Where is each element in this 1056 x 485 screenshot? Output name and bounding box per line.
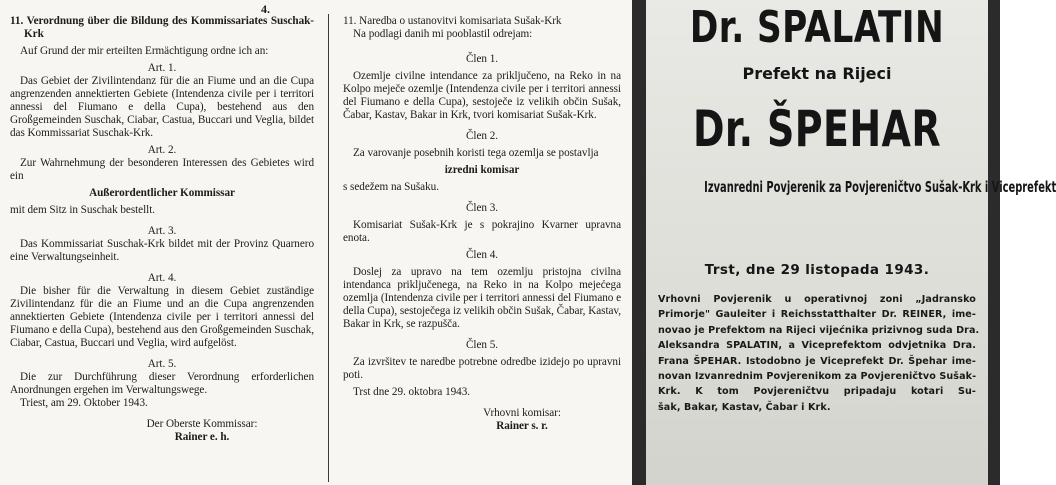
german-art5-title: Art. 5. (147, 358, 177, 370)
german-intro: Auf Grund der mir erteilten Ermächtigung ordne ich an: (20, 45, 269, 57)
poster-role-commissioner: Izvanredni Povjerenik za Povjereničtvo Sušak-Krk i Viceprefekt (704, 178, 1056, 196)
slovene-art5-text: Za izvršitev te naredbe potrebne odredbe izidejo po upravni poti. (343, 356, 621, 381)
slovene-art3-text: Komisariat Sušak-Krk je s pokrajino Kvarner upravna enota. (343, 219, 621, 244)
german-signer-title: Der Oberste Kommissar: (146, 418, 258, 430)
german-art2-office: Außerordentlicher Kommissar (89, 187, 235, 199)
slovene-art3-title: Člen 3. (466, 202, 498, 214)
german-art4-text: Die bisher für die Verwaltung in diesem Gebiet zuständige Zivilintendanz für die an Fiume und an die Cupa angrenzenden annektierten Gebiete (Intendenza civile per i territori annessi del Fiumano e della Cupa), bestehend aus den Großgemeinden Suschak, Ciabar, Castua, Buccari und Veglia, wird aufgelöst. (10, 285, 314, 349)
slovene-art2-title: Člen 2. (466, 130, 498, 142)
german-art2-text: Zur Wahrnehmung der besonderen Interessen des Gebietes wird ein (10, 157, 314, 182)
slovene-art2-tail: s sedežem na Sušaku. (343, 181, 439, 193)
slovene-art4-title: Člen 4. (466, 249, 498, 261)
german-art3-title: Art. 3. (147, 225, 177, 237)
proclamation-poster (632, 0, 1056, 485)
slovene-art2-text: Za varovanje posebnih koristi tega ozemlja se postavlja (353, 147, 599, 159)
poster-body-line: šak, Bakar, Kastav, Čabar i Krk. (658, 401, 831, 413)
slovene-column (343, 15, 621, 433)
poster-body-line: Aleksandra SPALATIN, a Viceprefektom odvjetnika Dra. (658, 340, 976, 352)
german-place-date: Triest, am 29. Oktober 1943. (20, 397, 148, 409)
slovene-signer-title: Vrhovni komisar: (483, 407, 561, 419)
slovene-intro: Na podlagi danih mi pooblastil odrejam: (353, 28, 533, 40)
german-signer-name: Rainer e. h. (174, 431, 230, 443)
slovene-place-date: Trst dne 29. oktobra 1943. (353, 386, 470, 398)
slovene-art5-title: Člen 5. (466, 339, 498, 351)
poster-body-line: Frana ŠPEHAR. Istodobno je Viceprefekt Dr. Špehar ime- (658, 355, 976, 367)
german-art4-title: Art. 4. (147, 272, 177, 284)
slovene-art2-office: izredni komisar (444, 164, 520, 176)
poster-body-line: Krk. K tom Povjereničtvu pripadaju kotari Su- (658, 386, 976, 398)
poster-date: Trst, dne 29 listopada 1943. (704, 262, 930, 278)
poster-paper (646, 0, 1056, 485)
poster-body-line: novao je Prefektom na Rijeci vijećnika prizivnog suda Dra. (658, 324, 980, 336)
poster-name-spehar: Dr. ŠPEHAR (693, 100, 941, 158)
poster-body-line: novan Izvanrednim Povjerenikom za Povjereničtvo Sušak- (658, 371, 977, 383)
column-divider (328, 14, 329, 482)
slovene-signer-name: Rainer s. r. (496, 420, 548, 432)
poster-role-prefect: Prefekt na Rijeci (742, 64, 892, 83)
poster-name-spalatin: Dr. SPALATIN (689, 2, 945, 53)
slovene-heading: 11. Naredba o ustanovitvi komisariata Sušak-Krk (343, 15, 562, 27)
german-art3-text: Das Kommissariat Suschak-Krk bildet mit der Provinz Quarnero eine Verwaltungseinheit. (10, 238, 314, 263)
german-art1-text: Das Gebiet der Zivilintendanz für die an Fiume und an die Cupa angrenzenden annektierten Gebiete (Intendenza civile per i territori annessi del Fiumano e della Cupa), bestehend aus den Großgemeinden Suschak, Ciabar, Castua, Buccari und Veglia, bildet das Kommissariat Suschak-Krk. (10, 75, 314, 139)
slovene-art1-title: Člen 1. (466, 53, 498, 65)
page-number: 4. (261, 2, 270, 16)
slovene-art4-text: Doslej za upravo na tem ozemlju pristojna civilna intendanca priključenega, na Reko in na Kolpo mejećega ozemlja (Intendenza civile per i territori annessi del Fiumano e della Cupa), sestoječega iz velikih občin Sušak, Čabar, Kastav, Bakar in Krk, se razpušča. (343, 266, 621, 330)
german-art1-title: Art. 1. (147, 62, 177, 74)
slovene-art1-text: Ozemlje civilne intendance za priključeno, na Reko in na Kolpo meječe ozemlje (Intendenza civile per i territori annessi del Fiumano e della Cupa), sestoječe iz velikih občin Sušak, Čabar, Kastav, Bakar in Krk, tvori komisariat Sušak-Krk. (343, 70, 621, 121)
german-heading: 11. Verordnung über die Bildung des Kommissariates Suschak-Krk (10, 15, 314, 40)
german-art2-title: Art. 2. (147, 144, 177, 156)
poster-body (658, 292, 980, 415)
german-column (10, 15, 314, 444)
poster-body-line: Primorje" Gauleiter i Reichsstatthalter Dr. REINER, ime- (658, 309, 976, 321)
poster-body-line: Vrhovni Povjerenik u operativnoj zoni „Jadransko (658, 294, 976, 305)
german-art5-text: Die zur Durchführung dieser Verordnung erforderlichen Anordnungen ergehen im Verwaltungswege. (10, 371, 314, 396)
german-art2-tail: mit dem Sitz in Suschak bestellt. (10, 204, 156, 216)
